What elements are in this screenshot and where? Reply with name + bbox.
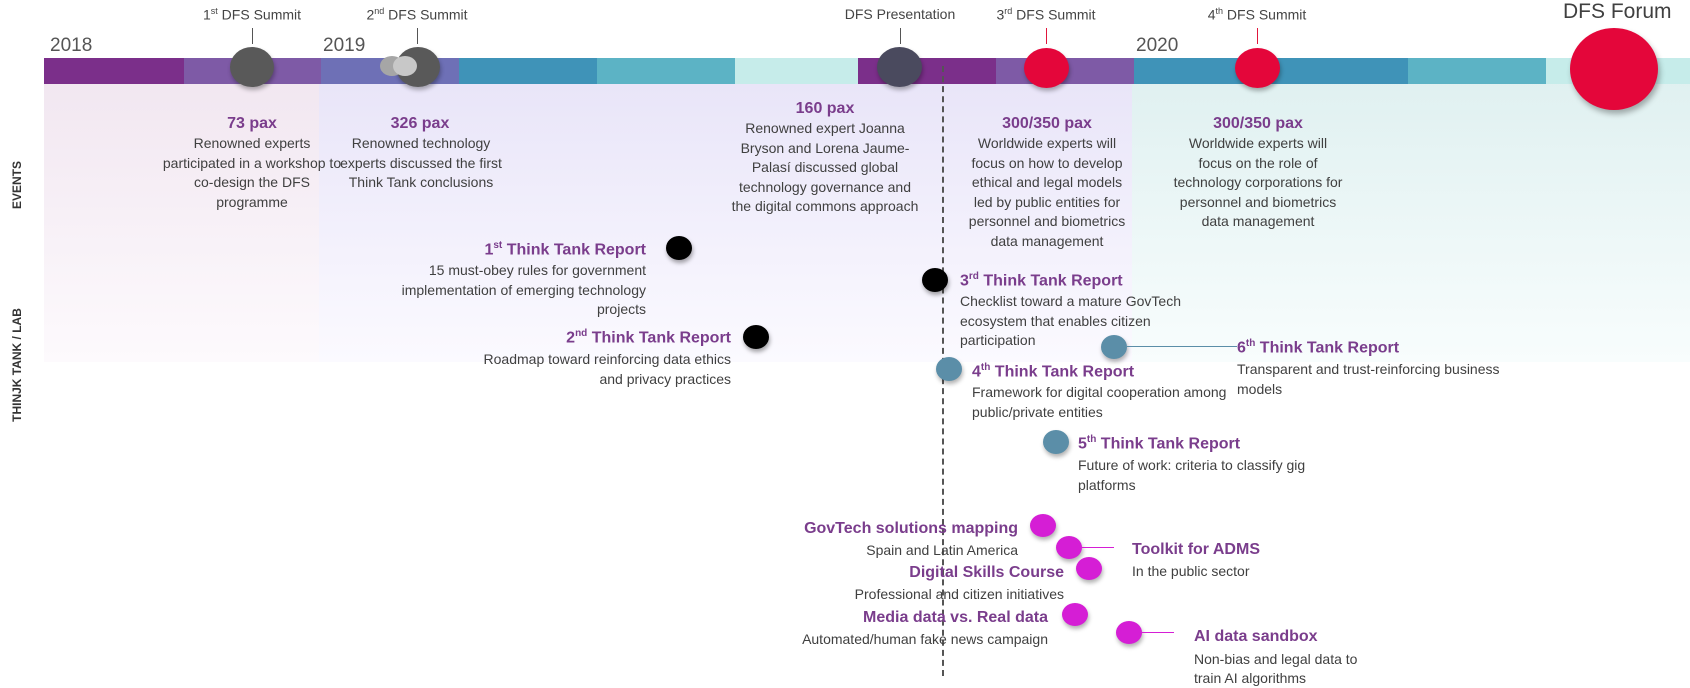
- milestone-marker: [230, 47, 274, 87]
- lab-title: AI data sandbox: [1194, 628, 1318, 645]
- year-label: 2018: [50, 35, 93, 56]
- event-description: Worldwide experts will focus on how to develop ethical and legal models led by public entities for personnel and biometrics data management: [968, 135, 1126, 249]
- milestone-marker: [393, 56, 417, 76]
- milestone-tick: [1257, 28, 1258, 44]
- events-section-label: EVENTS: [10, 161, 24, 210]
- lab-section-label: THINJK TANK / LAB: [10, 308, 24, 422]
- milestone-label: 2nd DFS Summit: [366, 6, 468, 23]
- report-description: 15 must-obey rules for government implementation of emerging technology projects: [401, 262, 646, 317]
- lab-description: Spain and Latin America: [866, 542, 1018, 558]
- report-description: Roadmap toward reinforcing data ethics and privacy practices: [483, 351, 731, 387]
- report-title: 4th Think Tank Report: [972, 362, 1135, 381]
- report-title: 3rd Think Tank Report: [960, 271, 1123, 290]
- report-marker: [743, 325, 769, 349]
- report-marker: [1043, 430, 1069, 454]
- lab-description: Automated/human fake news campaign: [802, 631, 1048, 647]
- event-pax: 73 pax: [227, 115, 277, 132]
- forum-marker: [1570, 28, 1658, 110]
- event-description: Renowned experts participated in a workshop to co-design the DFS programme: [162, 135, 342, 210]
- report-marker: [936, 357, 962, 381]
- milestone-label: DFS Presentation: [844, 6, 956, 22]
- milestone-marker: [1024, 48, 1069, 88]
- report-title: 1st Think Tank Report: [484, 240, 646, 259]
- year-label: 2019: [323, 35, 366, 56]
- lab-connector: [1082, 547, 1114, 548]
- report-description: Checklist toward a mature GovTech ecosystem that enables citizen participation: [960, 293, 1181, 348]
- forum-label: DFS Forum: [1563, 0, 1672, 23]
- report-title: 5th Think Tank Report: [1078, 434, 1241, 453]
- report-marker: [666, 236, 692, 260]
- lab-description: In the public sector: [1132, 563, 1250, 579]
- event-pax: 160 pax: [795, 100, 855, 117]
- report-description: Transparent and trust-reinforcing business models: [1237, 361, 1500, 397]
- lab-description: Non-bias and legal data to train AI algorithms: [1194, 651, 1358, 686]
- milestone-marker: [877, 47, 922, 87]
- event-description: Renowned expert Joanna Bryson and Lorena Jaume-Palasí discussed global technology governance and the digital commons approach: [731, 120, 919, 214]
- milestone-label: 4th DFS Summit: [1207, 6, 1307, 23]
- panel-2018: [44, 72, 319, 362]
- report-marker: [922, 268, 948, 292]
- year-label: 2020: [1136, 35, 1179, 56]
- milestone-tick: [900, 28, 901, 44]
- lab-marker: [1116, 621, 1142, 644]
- event-pax: 300/350 pax: [1002, 115, 1092, 132]
- milestone-label: 1st DFS Summit: [202, 6, 302, 23]
- lab-title: GovTech solutions mapping: [804, 520, 1018, 537]
- report-title: 2nd Think Tank Report: [566, 328, 731, 347]
- milestone-marker: [1235, 48, 1280, 88]
- event-pax: 326 pax: [390, 115, 450, 132]
- milestone-tick: [1046, 28, 1047, 44]
- report-title: 6th Think Tank Report: [1237, 338, 1400, 357]
- lab-marker: [1056, 536, 1082, 559]
- lab-marker: [1062, 603, 1088, 626]
- report-description: Framework for digital cooperation among public/private entities: [972, 384, 1227, 420]
- lab-marker: [1076, 557, 1102, 580]
- lab-marker: [1030, 514, 1056, 537]
- report-description: Future of work: criteria to classify gig platforms: [1078, 457, 1306, 493]
- milestone-tick: [417, 28, 418, 44]
- milestone-tick: [252, 28, 253, 44]
- lab-title: Digital Skills Course: [909, 564, 1064, 581]
- lab-description: Professional and citizen initiatives: [854, 586, 1064, 602]
- lab-connector: [1142, 632, 1174, 633]
- event-description: Renowned technology experts discussed the first Think Tank conclusions: [340, 135, 502, 190]
- event-pax: 300/350 pax: [1213, 115, 1303, 132]
- lab-title: Toolkit for ADMS: [1132, 541, 1260, 558]
- lab-title: Media data vs. Real data: [863, 609, 1048, 626]
- milestone-label: 3rd DFS Summit: [996, 6, 1096, 23]
- event-description: Worldwide experts will focus on the role of technology corporations for personnel and biometrics data management: [1173, 135, 1343, 229]
